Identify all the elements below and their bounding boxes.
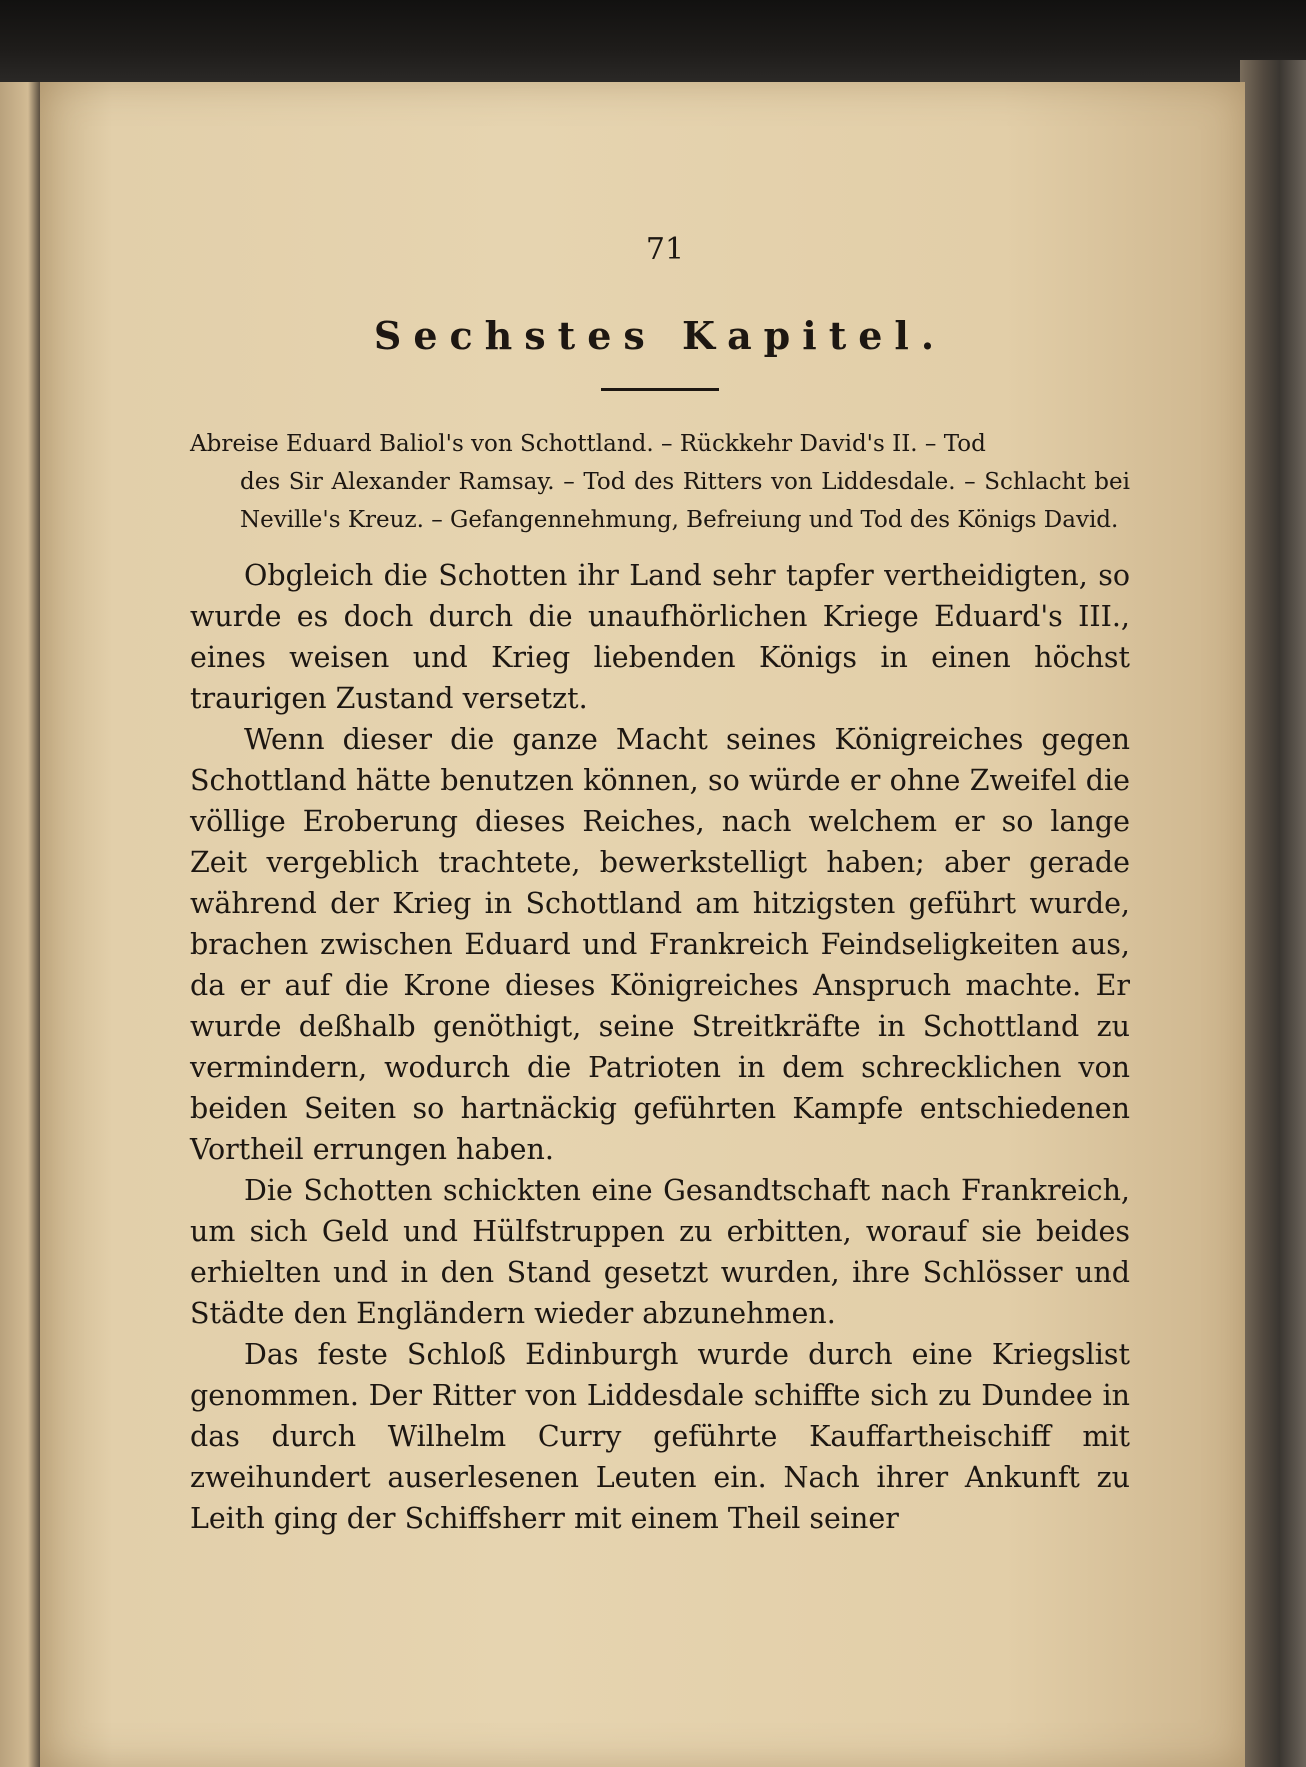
title-divider bbox=[601, 388, 719, 391]
chapter-summary bbox=[190, 425, 1130, 539]
page-content bbox=[190, 232, 1130, 1539]
chapter-title: Sechstes Kapitel. bbox=[373, 313, 947, 358]
paragraph-4: Das feste Schloß Edinburgh wurde durch eine Kriegslist genommen. Der Ritter von Liddesdale schiffte sich zu Dundee in das durch Wilhelm Curry geführte Kauffartheischiff mit zweihundert auserlesenen Leuten ein. Nach ihrer Ankunft zu Leith ging der Schiffsherr mit einem Theil seiner bbox=[190, 1338, 1130, 1535]
book-page bbox=[40, 82, 1245, 1767]
scan-background-top bbox=[0, 0, 1306, 82]
left-page-edge bbox=[0, 82, 40, 1767]
paragraph-1: Obgleich die Schotten ihr Land sehr tapfer vertheidigten, so wurde es doch durch die unaufhörlichen Kriege Eduard's III., eines weisen und Krieg liebenden Königs in einen höchst traurigen Zustand versetzt. bbox=[190, 559, 1130, 715]
summary-first-line: Abreise Eduard Baliol's von Schottland. – Rückkehr David's II. – Tod bbox=[190, 431, 986, 457]
paragraph-3: Die Schotten schickten eine Gesandtschaft nach Frankreich, um sich Geld und Hülfstruppen zu erbitten, worauf sie beides erhielten und in den Stand gesetzt wurden, ihre Schlösser und Städte den Engländern wieder abzunehmen. bbox=[190, 1174, 1130, 1330]
summary-continuation: des Sir Alexander Ramsay. – Tod des Ritters von Liddesdale. – Schlacht bei Neville's Kreuz. – Gefangennehmung, Befreiung und Tod des Königs David. bbox=[240, 469, 1130, 533]
page-number: 71 bbox=[645, 232, 685, 267]
paragraph-2: Wenn dieser die ganze Macht seines Königreiches gegen Schottland hätte benutzen können, so würde er ohne Zweifel die völlige Eroberung dieses Reiches, nach welchem er so lange Zeit vergeblich trachtete, bewerkstelligt haben; aber gerade während der Krieg in Schottland am hitzigsten geführt wurde, brachen zwischen Eduard und Frankreich Feindseligkeiten aus, da er auf die Krone dieses Königreiches Anspruch machte. Er wurde deßhalb genöthigt, seine Streitkräfte in Schottland zu vermindern, wodurch die Patrioten in dem schrecklichen von beiden Seiten so hartnäckig geführten Kampfe entschiedenen Vortheil errungen haben. bbox=[190, 723, 1130, 1166]
book-cover-edge bbox=[1240, 60, 1306, 1767]
